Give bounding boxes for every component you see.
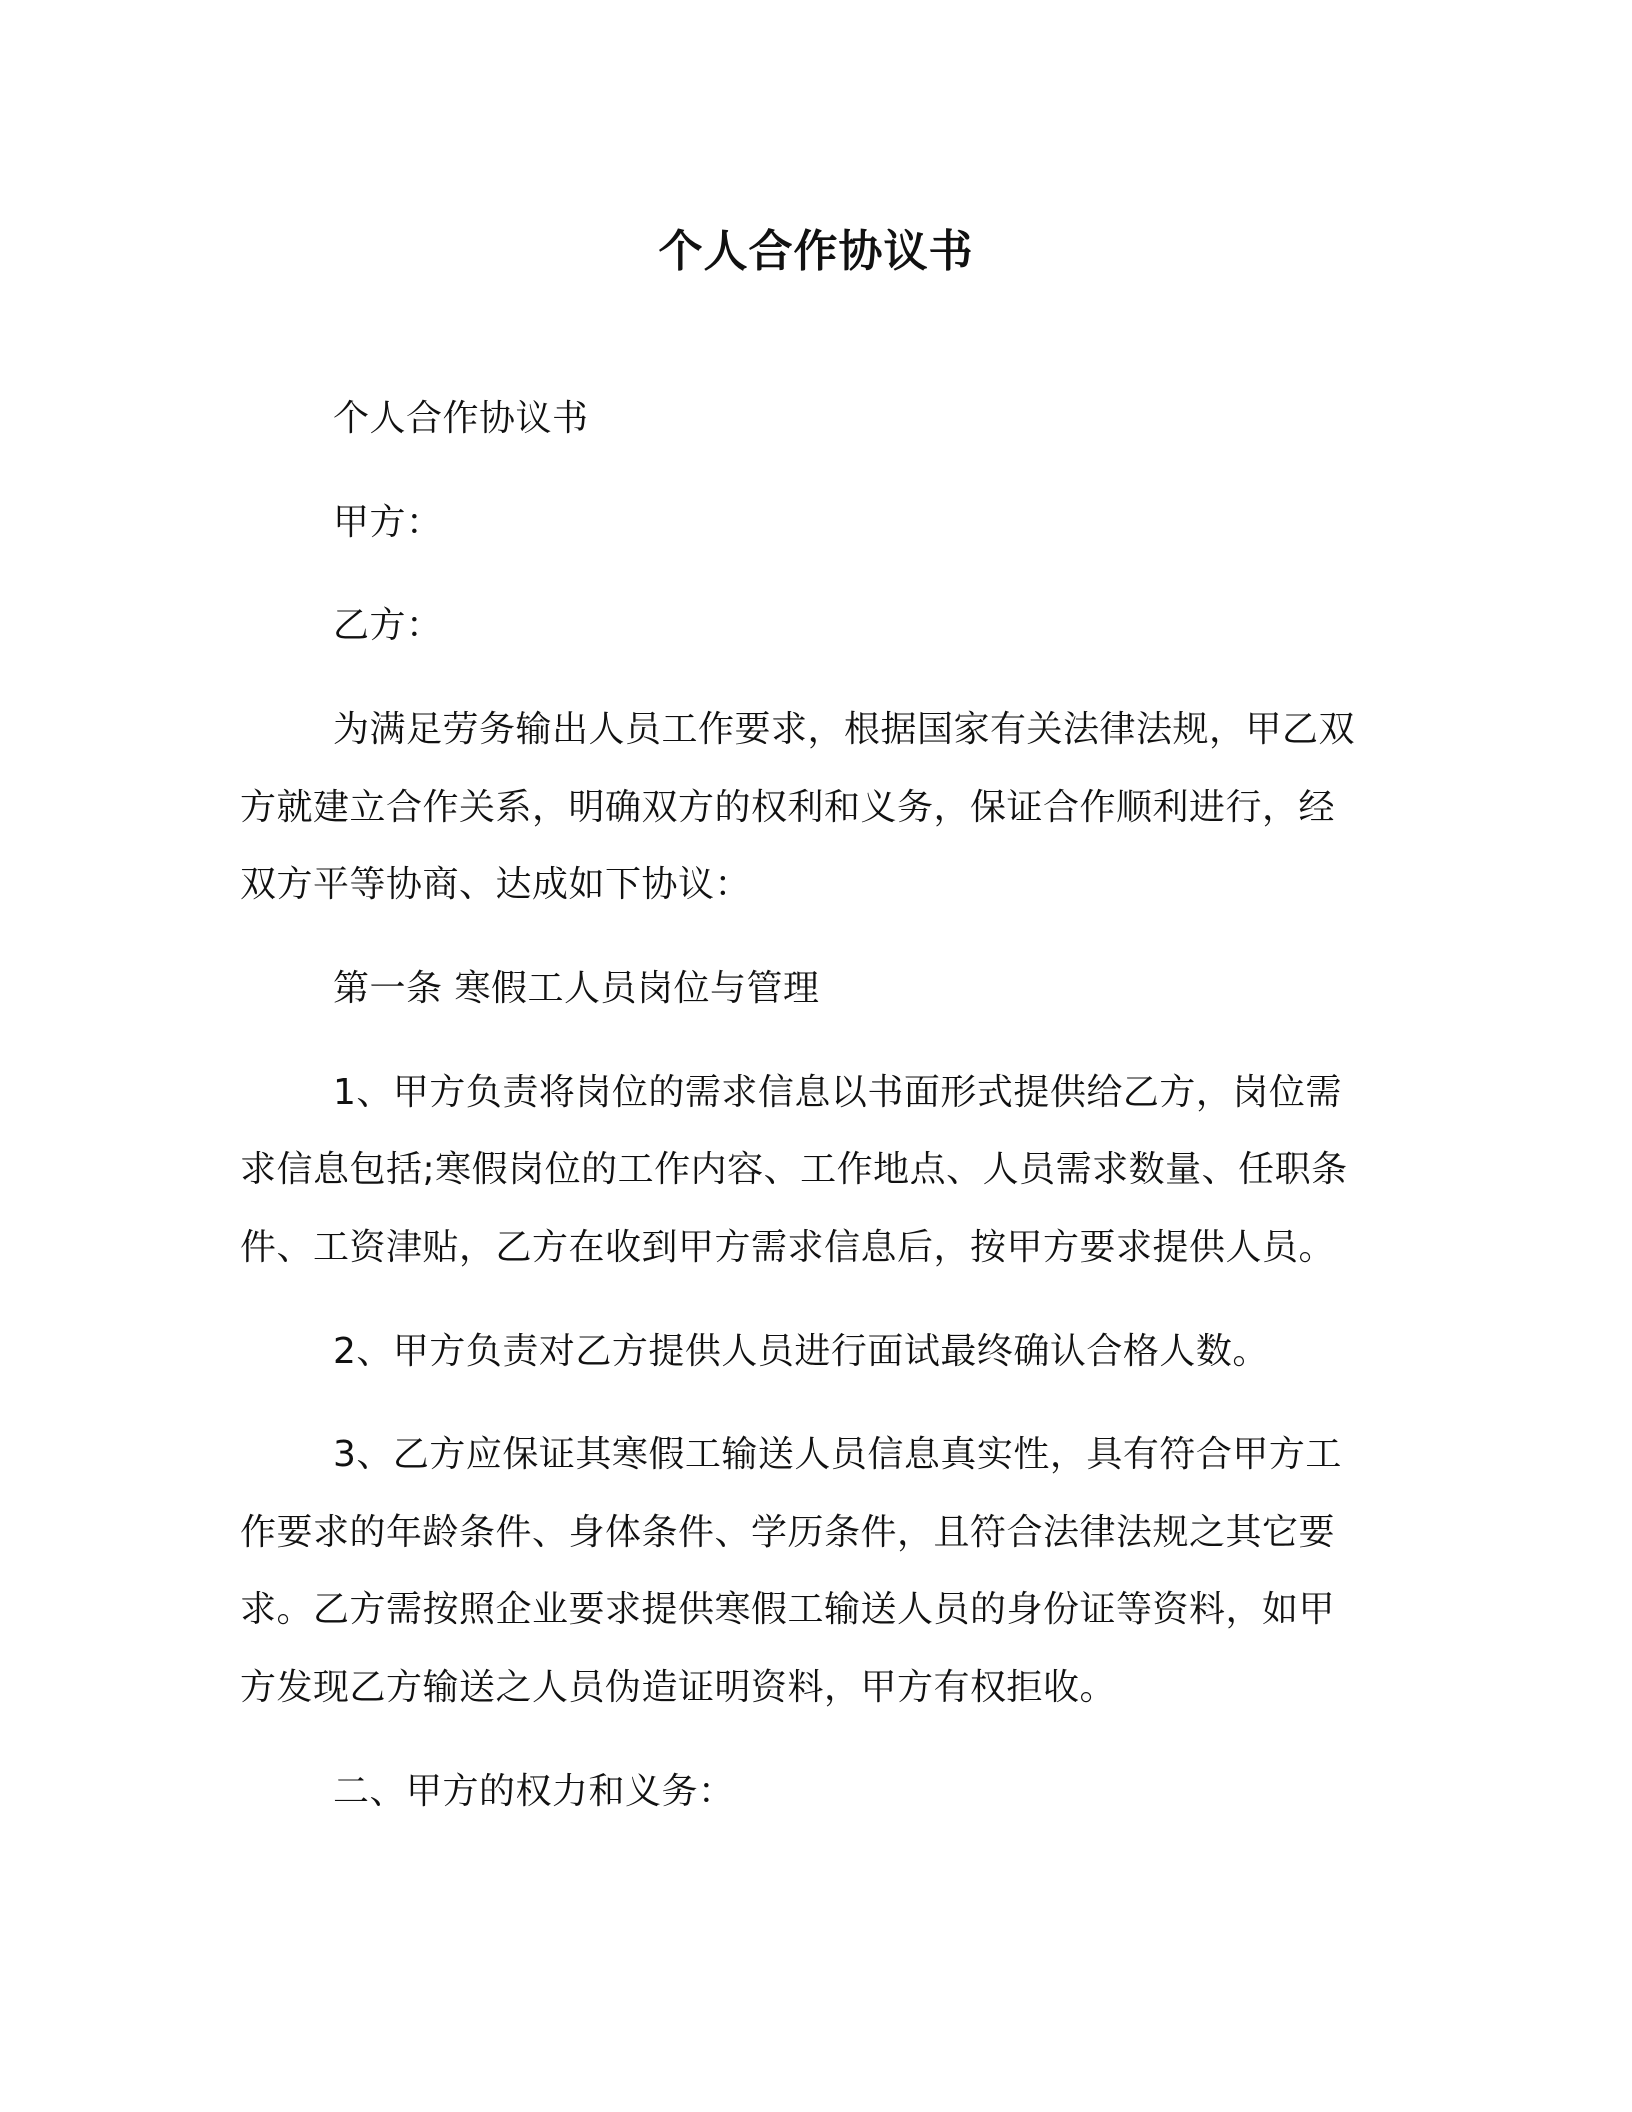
section-1-heading: 第一条 寒假工人员岗位与管理	[333, 968, 820, 1009]
preamble-line-3: 双方平等协商、达成如下协议：	[240, 864, 752, 905]
document-title: 个人合作协议书	[658, 226, 974, 277]
preamble-line-2: 方就建立合作关系，明确双方的权利和义务，保证合作顺利进行，经	[240, 787, 1336, 828]
section-2-heading: 二、甲方的权力和义务：	[333, 1771, 735, 1812]
document-subtitle: 个人合作协议书	[333, 398, 589, 439]
clause-3-line-3: 求。乙方需按照企业要求提供寒假工输送人员的身份证等资料，如甲	[240, 1589, 1336, 1630]
party-a-label: 甲方：	[333, 502, 443, 543]
preamble-line-1: 为满足劳务输出人员工作要求，根据国家有关法律法规，甲乙双	[333, 709, 1356, 750]
clause-2-line-1: 2、甲方负责对乙方提供人员进行面试最终确认合格人数。	[333, 1331, 1269, 1372]
clause-3-line-4: 方发现乙方输送之人员伪造证明资料，甲方有权拒收。	[240, 1667, 1117, 1708]
clause-1-line-2: 求信息包括;寒假岗位的工作内容、工作地点、人员需求数量、任职条	[240, 1149, 1348, 1190]
party-b-label: 乙方：	[333, 605, 443, 646]
clause-1-line-1: 1、甲方负责将岗位的需求信息以书面形式提供给乙方，岗位需	[333, 1072, 1342, 1113]
clause-3-line-2: 作要求的年龄条件、身体条件、学历条件，且符合法律法规之其它要	[240, 1512, 1336, 1553]
clause-3-line-1: 3、乙方应保证其寒假工输送人员信息真实性，具有符合甲方工	[333, 1434, 1342, 1475]
clause-1-line-3: 件、工资津贴，乙方在收到甲方需求信息后，按甲方要求提供人员。	[240, 1227, 1336, 1268]
